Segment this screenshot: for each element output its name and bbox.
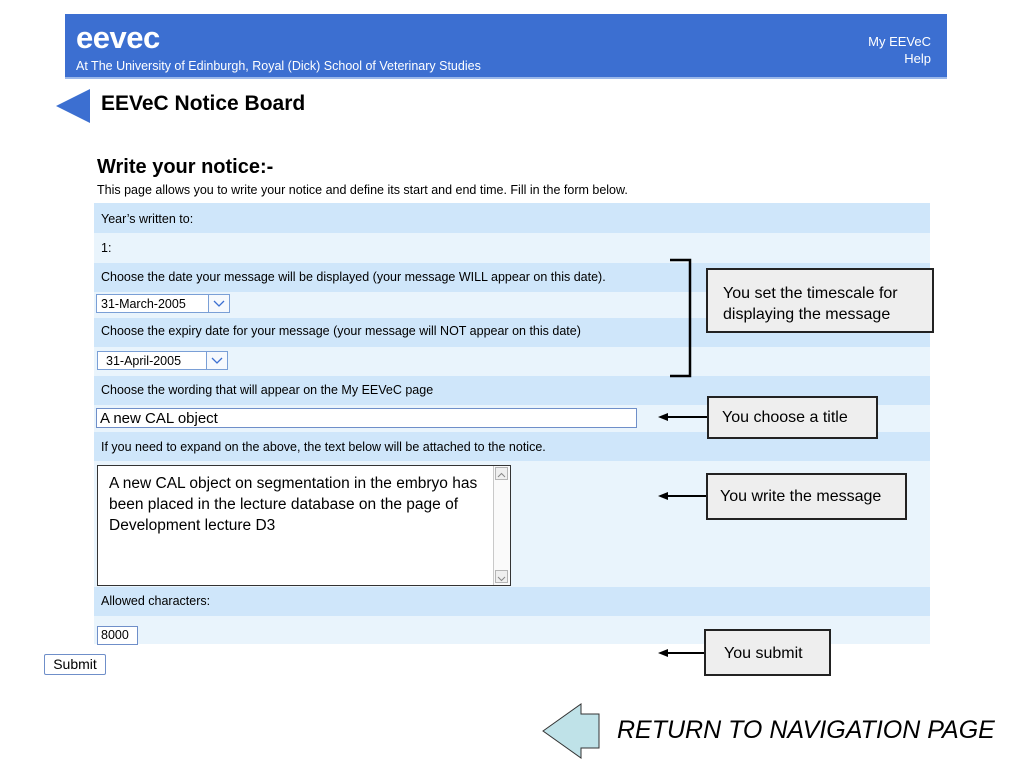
allowed-row (94, 587, 930, 616)
message-scrollbar[interactable] (493, 466, 510, 585)
expand-label: If you need to expand on the above, the text below will be attached to the notice. (101, 440, 546, 454)
message-text[interactable]: A new CAL object on segmentation in the embryo has been placed in the lecture database on the page of Development lecture D3 (109, 475, 478, 534)
submit-button[interactable]: Submit (44, 654, 106, 675)
years-value-row (94, 233, 930, 263)
message-textarea[interactable] (97, 465, 511, 586)
submit-arrow-head (658, 649, 668, 657)
expiry-date-value: 31-April-2005 (106, 354, 182, 368)
scroll-up-icon[interactable] (495, 467, 508, 480)
notice-title-input[interactable] (96, 408, 637, 428)
timescale-callout (706, 268, 934, 333)
message-arrow-head (658, 492, 668, 500)
expiry-date-label: Choose the expiry date for your message (your message will NOT appear on this date) (101, 324, 581, 338)
years-row (94, 203, 930, 233)
start-date-label: Choose the date your message will be displayed (your message WILL appear on this date). (101, 270, 606, 284)
title-callout-text: You choose a title (722, 409, 848, 426)
page-title: EEVeC Notice Board (101, 92, 306, 115)
form-description: This page allows you to write your notice and define its start and end time. Fill in the form below. (97, 183, 628, 197)
expiry-date-select[interactable] (97, 351, 228, 370)
site-logo[interactable]: eevec (76, 20, 160, 55)
message-arrow-line (664, 495, 707, 497)
submit-callout-text: You submit (724, 645, 803, 662)
allowed-label: Allowed characters: (101, 594, 211, 608)
header-links (868, 33, 931, 67)
years-label: Year’s written to: (101, 212, 194, 226)
chevron-down-icon[interactable] (206, 352, 227, 369)
help-link[interactable]: Help (904, 51, 931, 66)
back-arrow-icon[interactable] (56, 88, 92, 124)
form-title: Write your notice:- (97, 156, 274, 178)
site-header (65, 14, 947, 79)
title-arrow-head (658, 413, 668, 421)
return-arrow-icon[interactable] (542, 703, 600, 759)
submit-callout (704, 629, 831, 676)
timescale-callout-text: You set the timescale for displaying the message (723, 285, 898, 323)
site-subtitle: At The University of Edinburgh, Royal (Dick) School of Veterinary Studies (76, 59, 481, 73)
submit-arrow-line (664, 652, 707, 654)
my-eevec-link[interactable]: My EEVeC (868, 34, 931, 49)
return-to-navigation-link[interactable]: RETURN TO NAVIGATION PAGE (617, 716, 995, 744)
chevron-down-icon[interactable] (208, 295, 229, 312)
allowed-characters-field: 8000 (97, 626, 138, 645)
timescale-bracket (668, 258, 694, 378)
message-callout (706, 473, 907, 520)
start-date-value: 31-March-2005 (101, 297, 186, 311)
message-callout-text: You write the message (720, 488, 882, 505)
title-callout (707, 396, 878, 439)
title-arrow-line (664, 416, 707, 418)
years-value: 1: (101, 241, 112, 255)
start-date-select[interactable] (96, 294, 230, 313)
scroll-down-icon[interactable] (495, 570, 508, 583)
wording-label: Choose the wording that will appear on the My EEVeC page (101, 383, 434, 397)
